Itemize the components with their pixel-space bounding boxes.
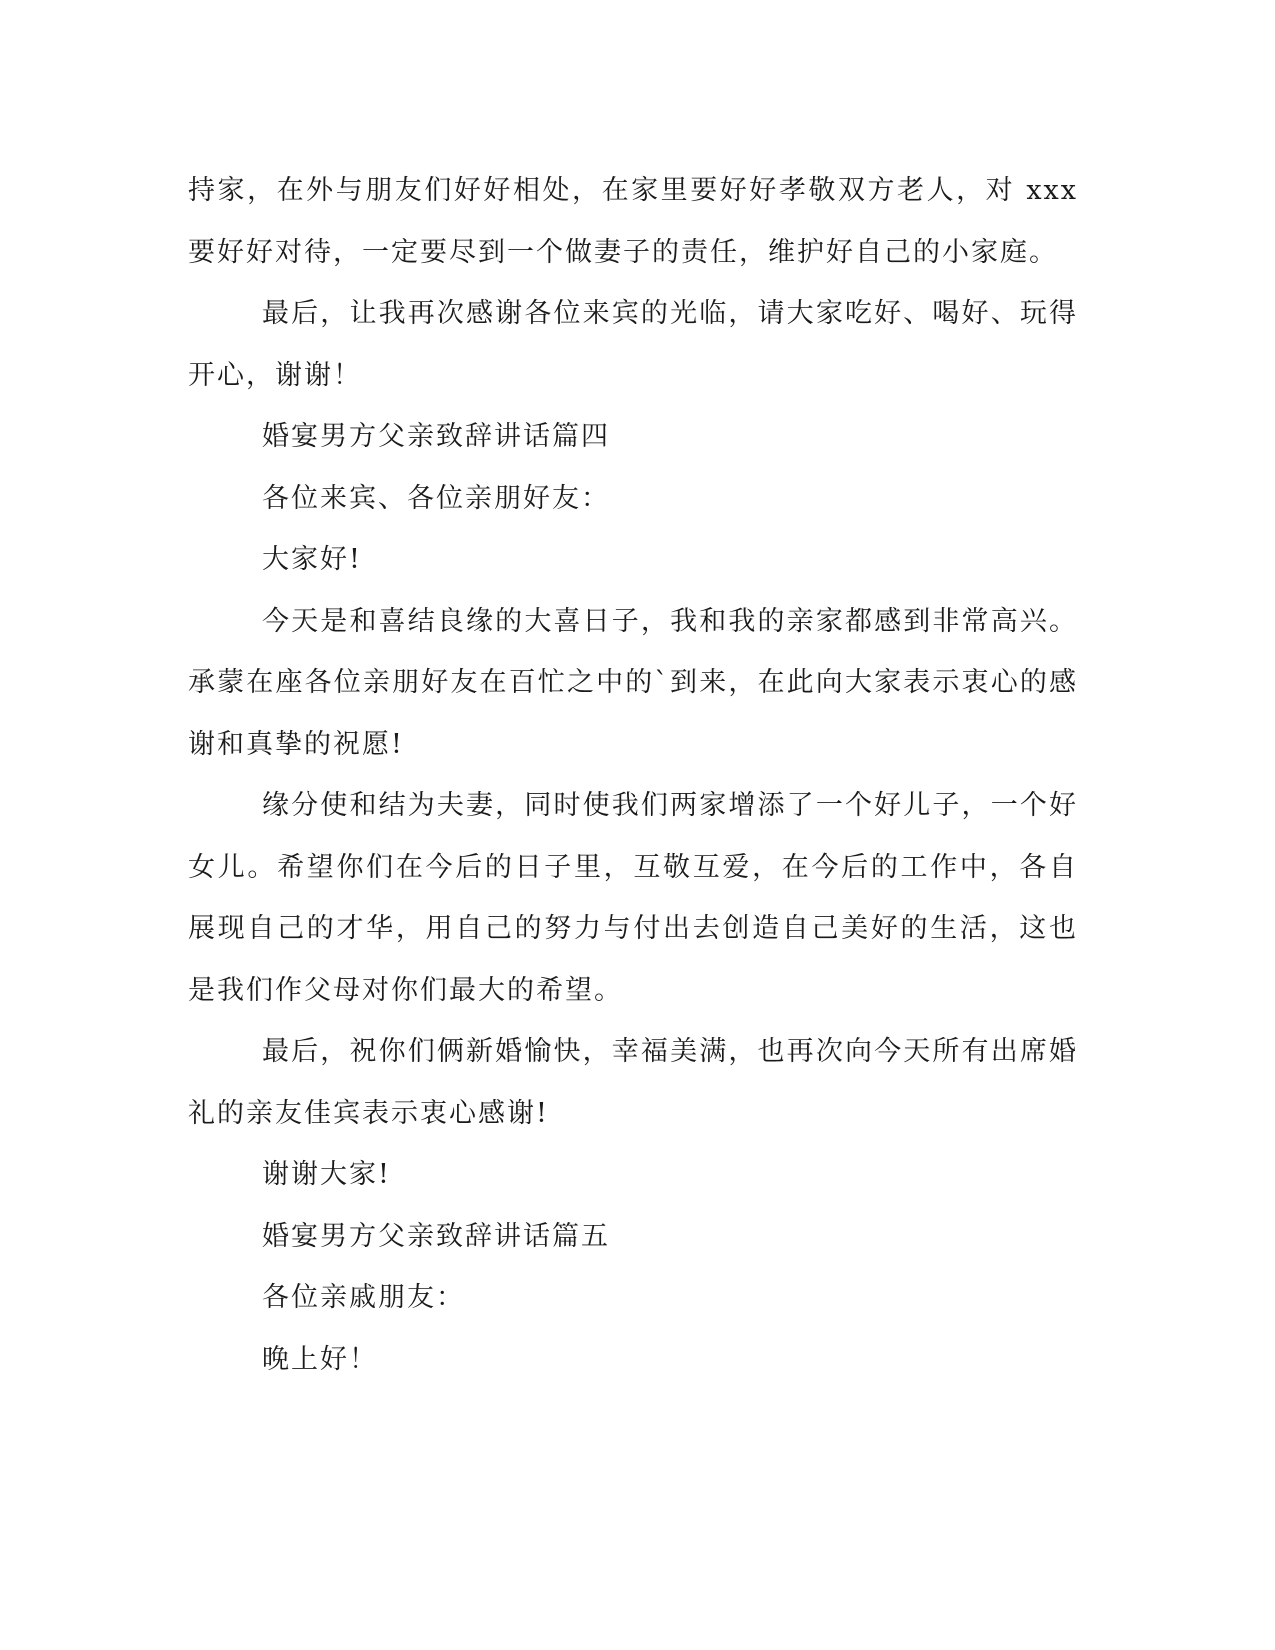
salutation-guests: 各位来宾、各位亲朋好友： <box>262 482 610 514</box>
paragraph-final-wishes: 最后，祝你们俩新婚愉快，幸福美满，也再次向今天所有出席婚礼的亲友佳宾表示衷心感谢! <box>188 1036 1078 1129</box>
greeting: 大家好! <box>262 544 362 575</box>
paragraph-thanks-guests: 最后，让我再次感谢各位来宾的光临，请大家吃好、喝好、玩得开心，谢谢！ <box>188 298 1078 391</box>
paragraph-hopes: 缘分使和结为夫妻，同时使我们两家增添了一个好儿子，一个好女儿。希望你们在今后的日子里，互敬互爱，在今后的工作中，各自展现自己的才华，用自己的努力与付出去创造自己美好的生活，这也是我们作父母对你们最大的希望。 <box>188 790 1078 1006</box>
section-heading-5: 婚宴男方父亲致辞讲话篇五 <box>262 1220 610 1252</box>
thanks-everyone: 谢谢大家! <box>262 1159 391 1190</box>
evening-greeting: 晚上好！ <box>262 1343 378 1375</box>
paragraph-closing-advice: 持家，在外与朋友们好好相处，在家里要好好孝敬双方老人，对 xxx 要好好对待，一定要尽到一个做妻子的责任，维护好自己的小家庭。 <box>188 175 1078 268</box>
section-heading-4: 婚宴男方父亲致辞讲话篇四 <box>262 421 610 452</box>
document-body <box>188 160 1078 1390</box>
salutation-relatives: 各位亲戚朋友： <box>262 1282 465 1313</box>
paragraph-wedding-day: 今天是和喜结良缘的大喜日子，我和我的亲家都感到非常高兴。承蒙在座各位亲朋好友在百忙之中的`到来，在此向大家表示衷心的感谢和真挚的祝愿! <box>188 605 1078 760</box>
